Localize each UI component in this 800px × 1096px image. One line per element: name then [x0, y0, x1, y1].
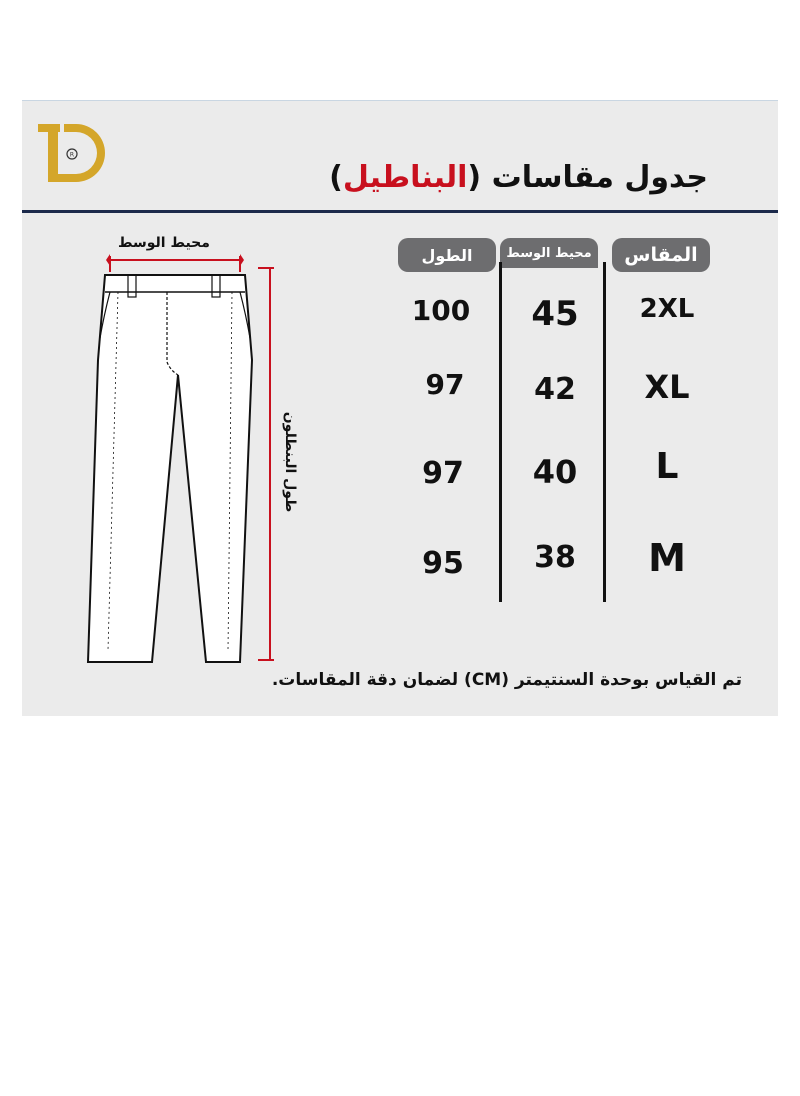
top-divider [22, 100, 778, 101]
brand-logo [34, 118, 106, 190]
row-2xl-waist: 45 [531, 294, 579, 334]
svg-text:R: R [69, 151, 75, 159]
row-xl-waist: 42 [534, 372, 576, 407]
row-l-size: L [655, 446, 679, 487]
waist-label: محيط الوسط [118, 235, 210, 251]
header-waist: محيط الوسط [500, 238, 598, 268]
page-title: جدول مقاسات (البناطيل) [329, 160, 708, 195]
header-length: الطول [398, 238, 496, 272]
title-accent: البناطيل [342, 160, 468, 195]
row-xl-length: 97 [425, 368, 465, 401]
row-2xl-length: 100 [411, 294, 471, 327]
column-divider-left [499, 262, 502, 602]
row-xl-size: XL [644, 368, 690, 406]
row-m-size: M [648, 536, 686, 580]
row-m-waist: 38 [534, 540, 576, 575]
column-divider-right [603, 262, 606, 602]
header-size: المقاس [612, 238, 710, 272]
title-underline [22, 210, 778, 213]
measurement-note: تم القياس بوحدة السنتيمتر (CM) لضمان دقة المقاسات. [271, 670, 742, 690]
row-l-length: 97 [422, 456, 464, 491]
row-2xl-size: 2XL [639, 294, 695, 324]
row-l-waist: 40 [532, 453, 578, 491]
row-m-length: 95 [422, 546, 464, 581]
length-label: طول البنطلون [282, 411, 298, 513]
